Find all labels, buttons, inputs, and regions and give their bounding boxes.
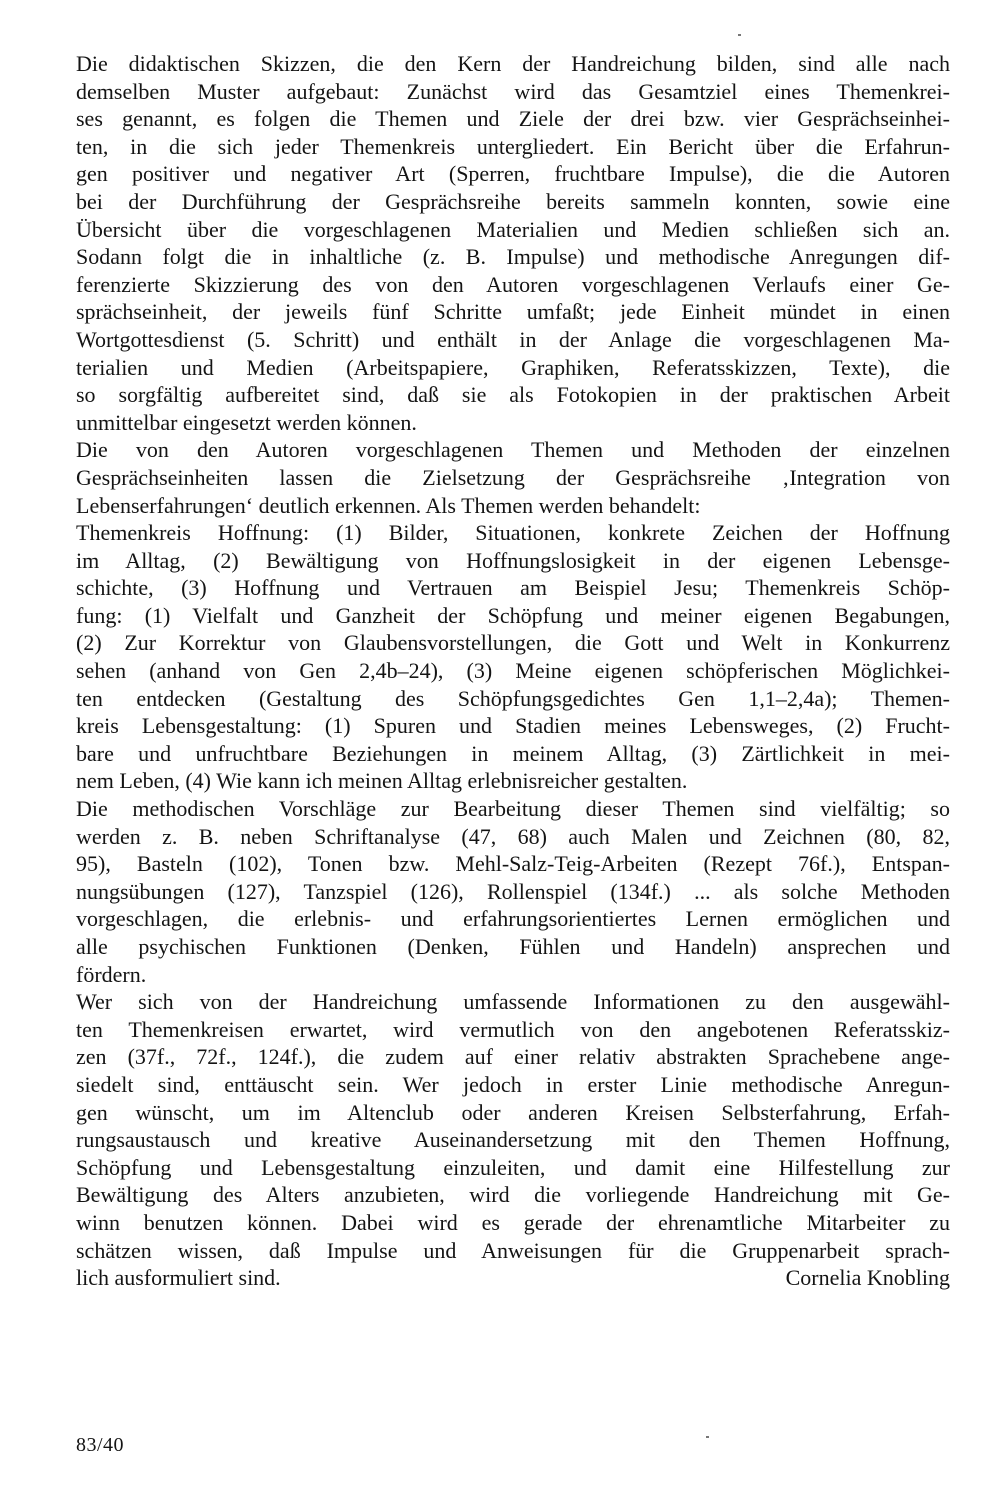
- text-line: fördern.: [76, 961, 147, 987]
- text-line: gen wünscht, um im Altenclub oder anderen Kreisen Selbsterfahrung, Erfah-: [76, 1099, 950, 1125]
- text-line: Wer sich von der Handreichung umfassende Informationen zu den ausgewähl-: [76, 989, 950, 1015]
- final-line-with-author: [76, 1264, 950, 1292]
- text-line: Die von den Autoren vorgeschlagenen Themen und Methoden der einzelnen: [76, 437, 950, 463]
- print-speck: [738, 34, 741, 36]
- text-line: im Alltag, (2) Bewältigung von Hoffnungslosigkeit in der eigenen Lebensge-: [76, 547, 950, 573]
- text-line: nungsübungen (127), Tanzspiel (126), Rollenspiel (134f.) ... als solche Methoden: [76, 878, 950, 904]
- text-line: bare und unfruchtbare Beziehungen in meinem Alltag, (3) Zärtlichkeit in mei-: [76, 740, 950, 766]
- review-text-block: [76, 50, 950, 1292]
- text-line: Übersicht über die vorgeschlagenen Materialien und Medien schließen sich an.: [76, 216, 950, 242]
- text-line: ten entdecken (Gestaltung des Schöpfungsgedichtes Gen 1,1–2,4a); Themen-: [76, 685, 950, 711]
- paragraph-themes-intro: [76, 436, 950, 519]
- text-line: fung: (1) Vielfalt und Ganzheit der Schöpfung und meiner eigenen Begabungen,: [76, 602, 950, 628]
- text-line: siedelt sind, enttäuscht sein. Wer jedoch in erster Linie methodische Anregun-: [76, 1071, 950, 1097]
- text-line: ten, in die sich jeder Themenkreis untergliedert. Ein Bericht über die Erfahrun-: [76, 133, 950, 159]
- text-line: alle psychischen Funktionen (Denken, Fühlen und Handeln) ansprechen und: [76, 934, 950, 959]
- text-line: gen positiver und negativer Art (Sperren, fruchtbare Impulse), die die Autoren: [76, 161, 950, 187]
- paragraph-theme-list: [76, 519, 950, 795]
- text-line: ferenzierte Skizzierung des von den Autoren vorgeschlagenen Verlaufs einer Ge-: [76, 271, 950, 297]
- text-line: Gesprächseinheiten lassen die Zielsetzung der Gesprächsreihe ‚Integration von: [76, 464, 950, 490]
- text-line: Lebenserfahrungen‘ deutlich erkennen. Als Themen werden behandelt:: [76, 492, 701, 518]
- text-line: ten Themenkreisen erwartet, wird vermutlich von den angebotenen Referatsskiz-: [76, 1016, 950, 1042]
- print-speck: [706, 1436, 709, 1438]
- text-line: Bewältigung des Alters anzubieten, wird die vorliegende Handreichung mit Ge-: [76, 1182, 950, 1208]
- text-line: werden z. B. neben Schriftanalyse (47, 68) auch Malen und Zeichnen (80, 82,: [76, 823, 950, 849]
- text-line: Die didaktischen Skizzen, die den Kern der Handreichung bilden, sind alle nach: [76, 51, 950, 76]
- text-line: bei der Durchführung der Gesprächsreihe bereits sammeln konnten, sowie eine: [76, 188, 950, 214]
- text-line: schätzen wissen, daß Impulse und Anweisungen für die Gruppenarbeit sprach-: [76, 1237, 950, 1263]
- paragraph-structure-of-sketches: [76, 50, 950, 436]
- author-signature: Cornelia Knobling: [785, 1265, 950, 1291]
- text-line: Die methodischen Vorschläge zur Bearbeitung dieser Themen sind vielfältig; so: [76, 796, 950, 822]
- text-line: Wortgottesdienst (5. Schritt) und enthält in der Anlage die vorgeschlagenen Ma-: [76, 326, 950, 352]
- text-line: zen (37f., 72f., 124f.), die zudem auf einer relativ abstrakten Sprachebene ange-: [76, 1044, 950, 1070]
- text-line: terialien und Medien (Arbeitspapiere, Graphiken, Referatsskizzen, Texte), die: [76, 354, 950, 380]
- text-line: so sorgfältig aufbereitet sind, daß sie als Fotokopien in der praktischen Arbeit: [76, 382, 950, 408]
- paragraph-conclusion: [76, 988, 950, 1292]
- text-line: vorgeschlagen, die erlebnis- und erfahrungsorientiertes Lernen ermöglichen und: [76, 906, 950, 932]
- text-line: ses genannt, es folgen die Themen und Ziele der drei bzw. vier Gesprächseinhei-: [76, 106, 950, 132]
- text-line: Sodann folgt die in inhaltliche (z. B. Impulse) und methodische Anregungen dif-: [76, 244, 950, 270]
- page-number: 83/40: [76, 1434, 125, 1456]
- paragraph-methods: [76, 795, 950, 988]
- text-line: schichte, (3) Hoffnung und Vertrauen am Beispiel Jesu; Themenkreis Schöp-: [76, 575, 950, 601]
- text-line: sprächseinheit, der jeweils fünf Schritte umfaßt; jede Einheit mündet in einen: [76, 299, 950, 325]
- text-line: kreis Lebensgestaltung: (1) Spuren und Stadien meines Lebensweges, (2) Frucht-: [76, 713, 950, 739]
- text-line: Themenkreis Hoffnung: (1) Bilder, Situationen, konkrete Zeichen der Hoffnung: [76, 520, 950, 546]
- text-line: nem Leben, (4) Wie kann ich meinen Alltag erlebnisreicher gestalten.: [76, 768, 688, 794]
- text-line: Schöpfung und Lebensgestaltung einzuleiten, und damit eine Hilfestellung zur: [76, 1154, 950, 1180]
- text-line: rungsaustausch und kreative Auseinandersetzung mit den Themen Hoffnung,: [76, 1127, 950, 1153]
- text-line: demselben Muster aufgebaut: Zunächst wird das Gesamtziel eines Themenkrei-: [76, 78, 950, 104]
- text-line: (2) Zur Korrektur von Glaubensvorstellungen, die Gott und Welt in Konkurrenz: [76, 630, 950, 656]
- text-line: sehen (anhand von Gen 2,4b–24), (3) Meine eigenen schöpferischen Möglichkei-: [76, 658, 950, 684]
- text-line: 95), Basteln (102), Tonen bzw. Mehl-Salz-Teig-Arbeiten (Rezept 76f.), Entspan-: [76, 851, 950, 877]
- text-line: unmittelbar eingesetzt werden können.: [76, 409, 417, 435]
- text-line: lich ausformuliert sind.: [76, 1265, 281, 1291]
- text-line: winn benutzen können. Dabei wird es gerade der ehrenamtliche Mitarbeiter zu: [76, 1209, 950, 1235]
